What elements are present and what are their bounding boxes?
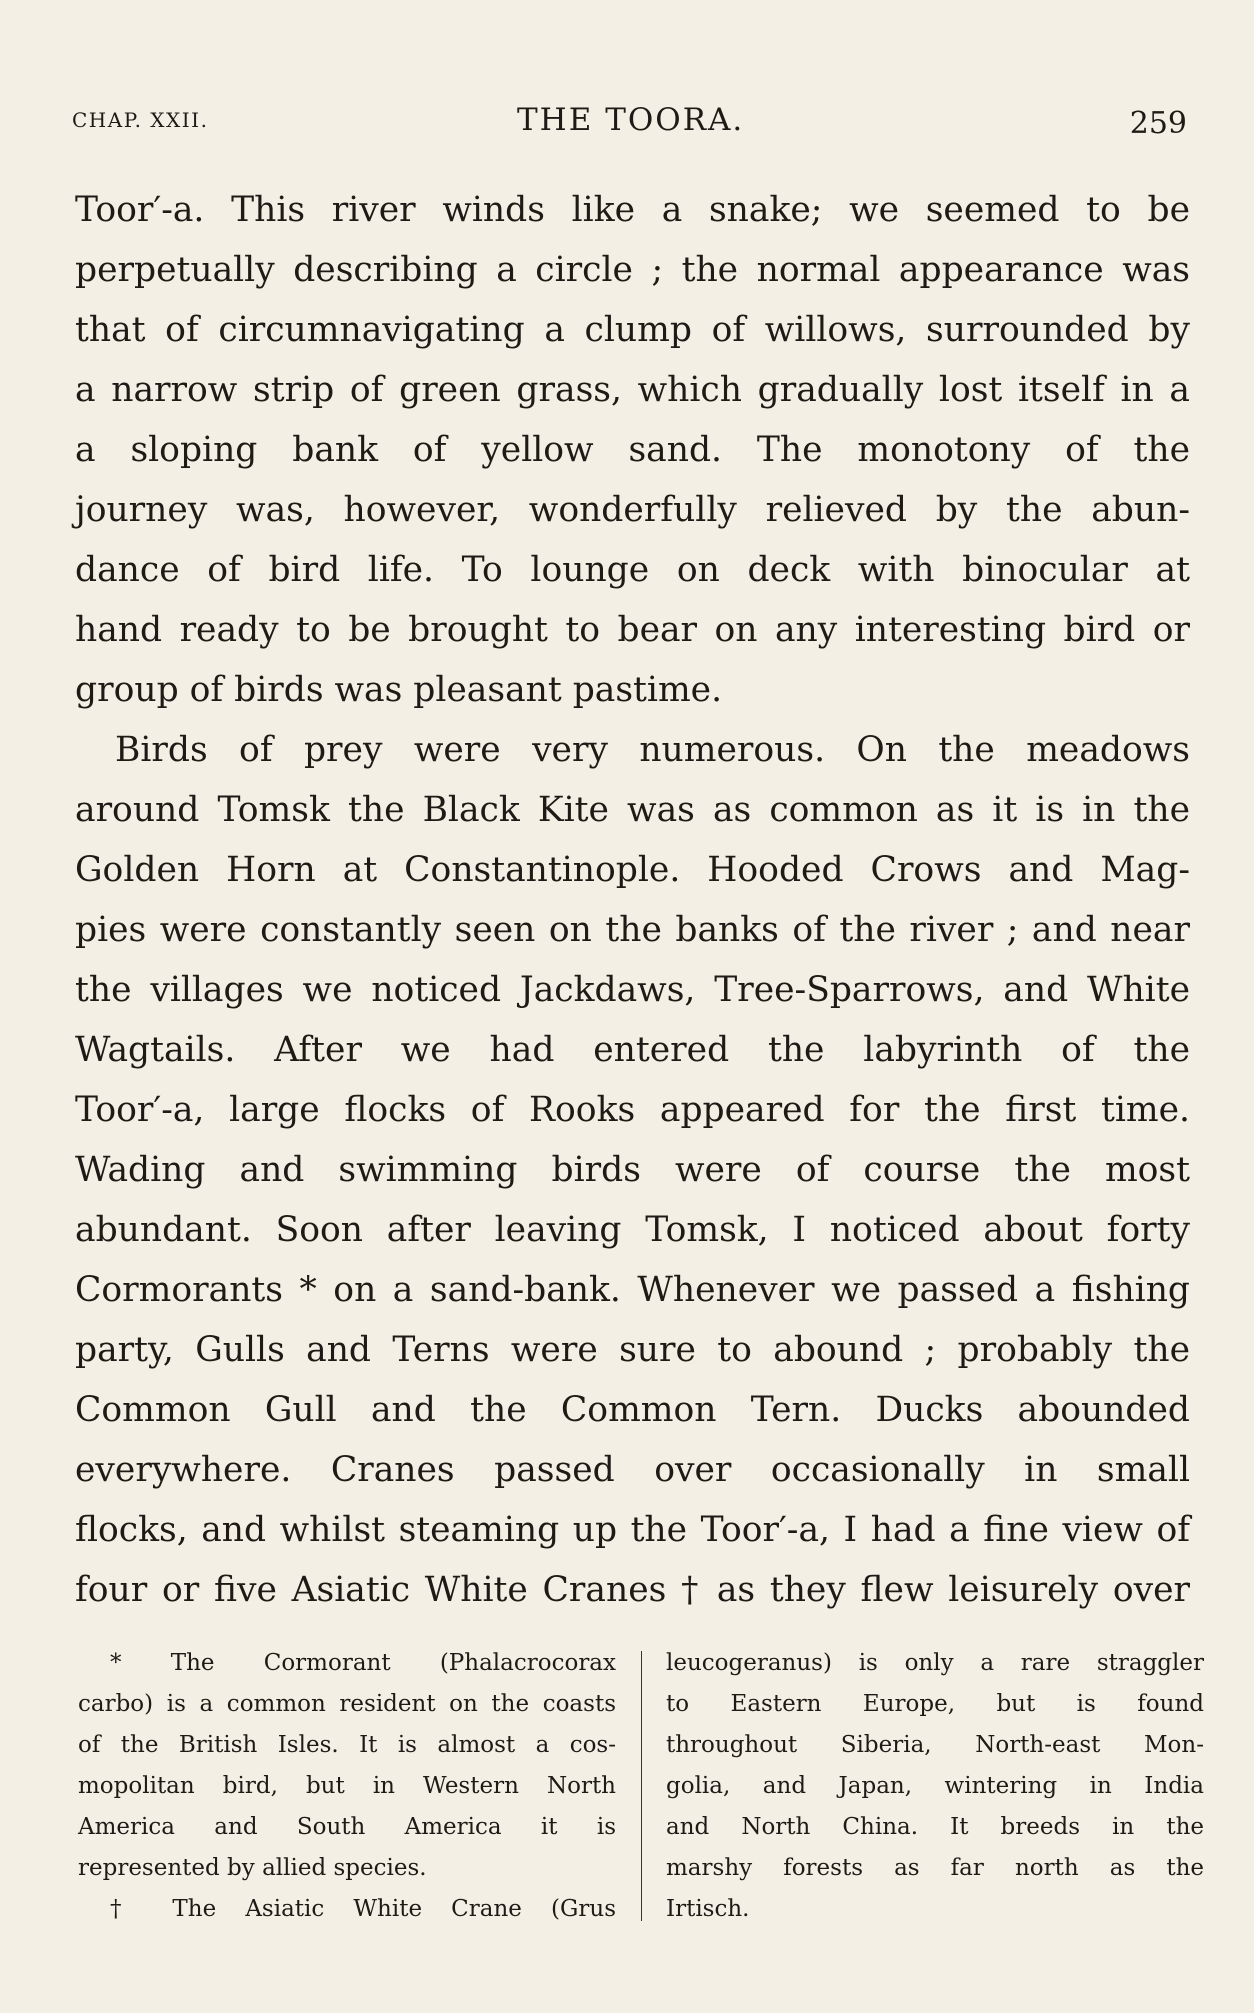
page-title: THE TOORA. <box>517 102 745 138</box>
text-line: Wagtails. After we had entered the labyrinth of the <box>75 1030 1190 1070</box>
footnote-line: and North China. It breeds in the <box>666 1814 1204 1840</box>
text-line: flocks, and whilst steaming up the Toor′-a, I had a fine view of <box>75 1510 1190 1550</box>
text-line: Toor′-a. This river winds like a snake; we seemed to be <box>75 190 1190 230</box>
body-text <box>75 180 1190 1620</box>
footnote-line: represented by allied species. <box>78 1855 427 1881</box>
footnote-column-divider <box>641 1651 642 1921</box>
text-line: Cormorants * on a sand-bank. Whenever we passed a fishing <box>75 1270 1190 1310</box>
text-line: abundant. Soon after leaving Tomsk, I noticed about forty <box>75 1210 1190 1250</box>
text-line: a narrow strip of green grass, which gradually lost itself in a <box>75 370 1190 410</box>
text-line: four or five Asiatic White Cranes † as they flew leisurely over <box>75 1570 1190 1610</box>
footnote-line: * The Cormorant (Phalacrocorax <box>110 1650 616 1676</box>
footnote-line: America and South America it is <box>78 1814 616 1840</box>
footnote-line: Irtisch. <box>666 1896 750 1922</box>
text-line: Wading and swimming birds were of course the most <box>75 1150 1190 1190</box>
text-line: Toor′-a, large flocks of Rooks appeared for the first time. <box>75 1090 1190 1130</box>
text-line: Birds of prey were very numerous. On the meadows <box>115 730 1190 770</box>
chapter-label: CHAP. XXII. <box>72 108 209 132</box>
footnote-line: golia, and Japan, wintering in India <box>666 1773 1204 1799</box>
footnote-column-right <box>666 1643 1204 1930</box>
text-line: party, Gulls and Terns were sure to abound ; probably the <box>75 1330 1190 1370</box>
text-line: the villages we noticed Jackdaws, Tree-Sparrows, and White <box>75 970 1190 1010</box>
text-line: Common Gull and the Common Tern. Ducks abounded <box>75 1390 1190 1430</box>
text-line: dance of bird life. To lounge on deck with binocular at <box>75 550 1190 590</box>
text-line: Golden Horn at Constantinople. Hooded Crows and Mag- <box>75 850 1190 890</box>
footnote-line: † The Asiatic White Crane (Grus <box>110 1896 616 1922</box>
footnote-line: throughout Siberia, North-east Mon- <box>666 1732 1204 1758</box>
text-line: journey was, however, wonderfully relieved by the abun- <box>75 490 1190 530</box>
text-line: everywhere. Cranes passed over occasionally in small <box>75 1450 1190 1490</box>
page-number: 259 <box>1129 106 1187 141</box>
text-line: perpetually describing a circle ; the normal appearance was <box>75 250 1190 290</box>
footnote-line: marshy forests as far north as the <box>666 1855 1204 1881</box>
text-line: hand ready to be brought to bear on any interesting bird or <box>75 610 1190 650</box>
footnote-line: carbo) is a common resident on the coasts <box>78 1691 616 1717</box>
footnote-line: mopolitan bird, but in Western North <box>78 1773 616 1799</box>
footnotes <box>78 1643 1204 1923</box>
footnote-line: of the British Isles. It is almost a cos- <box>78 1732 616 1758</box>
footnote-column-left <box>78 1643 616 1930</box>
footnote-line: to Eastern Europe, but is found <box>666 1691 1204 1717</box>
text-line: a sloping bank of yellow sand. The monotony of the <box>75 430 1190 470</box>
text-line: pies were constantly seen on the banks of the river ; and near <box>75 910 1190 950</box>
text-line: group of birds was pleasant pastime. <box>75 670 723 710</box>
text-line: around Tomsk the Black Kite was as common as it is in the <box>75 790 1190 830</box>
text-line: that of circumnavigating a clump of willows, surrounded by <box>75 310 1190 350</box>
running-head <box>72 102 1187 142</box>
footnote-line: leucogeranus) is only a rare straggler <box>666 1650 1204 1676</box>
